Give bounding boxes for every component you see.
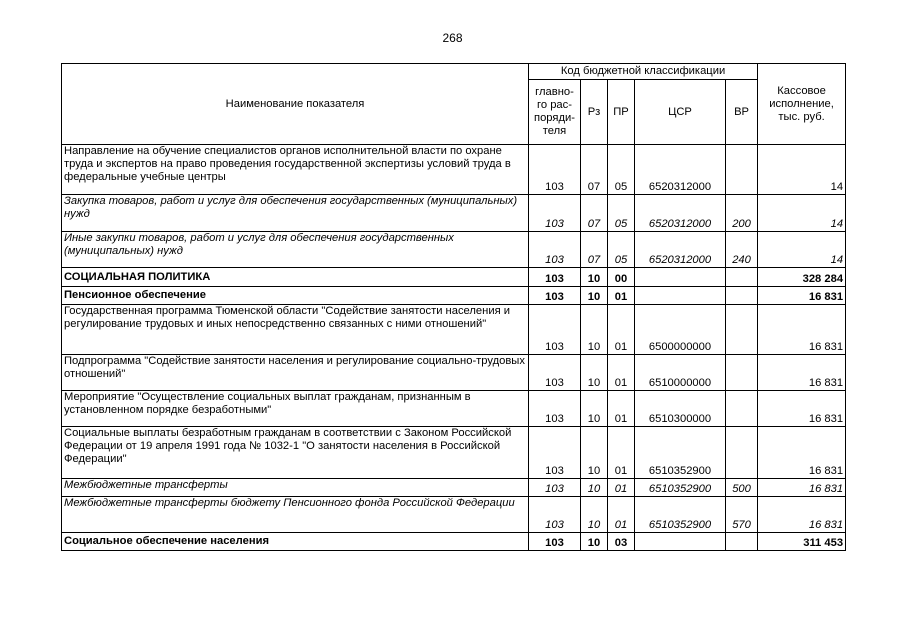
- row-amount: 16 831: [758, 287, 846, 305]
- row-vr: [726, 305, 758, 355]
- row-pr: 03: [608, 533, 635, 551]
- row-amount: 16 831: [758, 391, 846, 427]
- row-amount: 14: [758, 195, 846, 232]
- row-vr: [726, 268, 758, 287]
- header-code-group: Код бюджетной классификации: [529, 64, 758, 80]
- row-vr: [726, 533, 758, 551]
- row-name: Подпрограмма "Содействие занятости населения и регулирование социально-трудовых отношений": [62, 355, 529, 391]
- row-rz: 10: [581, 268, 608, 287]
- row-vr: 200: [726, 195, 758, 232]
- row-rz: 07: [581, 195, 608, 232]
- row-amount: 14: [758, 145, 846, 195]
- row-pr: 00: [608, 268, 635, 287]
- row-pr: 01: [608, 287, 635, 305]
- row-csr: 6510300000: [635, 391, 726, 427]
- row-pr: 01: [608, 305, 635, 355]
- row-amount: 328 284: [758, 268, 846, 287]
- header-csr: ЦСР: [635, 80, 726, 145]
- row-pr: 01: [608, 427, 635, 479]
- row-vr: [726, 355, 758, 391]
- row-amount: 14: [758, 232, 846, 268]
- row-vr: 500: [726, 479, 758, 497]
- row-csr: 6510352900: [635, 479, 726, 497]
- row-name: Социальные выплаты безработным гражданам в соответствии с Законом Российской Федерации от 19 апреля 1991 года № 1032-1 "О занятости населения в Российской Федерации": [62, 427, 529, 479]
- row-amount: 16 831: [758, 479, 846, 497]
- row-pr: 01: [608, 391, 635, 427]
- row-gr: 103: [529, 533, 581, 551]
- header-pr: ПР: [608, 80, 635, 145]
- table-row: [62, 497, 846, 533]
- table-row: [62, 533, 846, 551]
- row-gr: 103: [529, 287, 581, 305]
- row-amount: 16 831: [758, 355, 846, 391]
- row-rz: 10: [581, 391, 608, 427]
- row-amount: 16 831: [758, 497, 846, 533]
- row-name: Государственная программа Тюменской области "Содействие занятости населения и регулирование трудовых и иных непосредственно связанных с ними отношений": [62, 305, 529, 355]
- row-pr: 01: [608, 479, 635, 497]
- row-pr: 05: [608, 145, 635, 195]
- row-rz: 10: [581, 533, 608, 551]
- row-pr: 05: [608, 232, 635, 268]
- table-row: [62, 479, 846, 497]
- row-rz: 07: [581, 232, 608, 268]
- table-row: [62, 287, 846, 305]
- row-gr: 103: [529, 497, 581, 533]
- row-gr: 103: [529, 268, 581, 287]
- row-name: Межбюджетные трансферты: [62, 479, 529, 497]
- page-number: 268: [442, 31, 463, 45]
- row-name: СОЦИАЛЬНАЯ ПОЛИТИКА: [62, 268, 529, 287]
- row-rz: 10: [581, 287, 608, 305]
- row-gr: 103: [529, 232, 581, 268]
- row-name: Направление на обучение специалистов органов исполнительной власти по охране труда и экспертов на право проведения государственной экспертизы условий труда в федеральные учебные центры: [62, 145, 529, 195]
- table-row: [62, 232, 846, 268]
- budget-table: [61, 63, 846, 551]
- header-rz: Рз: [581, 80, 608, 145]
- row-gr: 103: [529, 479, 581, 497]
- row-name: Иные закупки товаров, работ и услуг для обеспечения государственных (муниципальных) нужд: [62, 232, 529, 268]
- row-vr: 570: [726, 497, 758, 533]
- row-name: Социальное обеспечение населения: [62, 533, 529, 551]
- row-vr: [726, 391, 758, 427]
- row-vr: [726, 287, 758, 305]
- row-vr: [726, 145, 758, 195]
- row-csr: [635, 533, 726, 551]
- row-rz: 10: [581, 479, 608, 497]
- row-pr: 01: [608, 497, 635, 533]
- table-row: [62, 355, 846, 391]
- row-name: Мероприятие "Осуществление социальных выплат гражданам, признанным в установленном порядке безработными": [62, 391, 529, 427]
- row-gr: 103: [529, 427, 581, 479]
- row-amount: 16 831: [758, 427, 846, 479]
- row-gr: 103: [529, 391, 581, 427]
- row-rz: 10: [581, 355, 608, 391]
- header-name: Наименование показателя: [62, 64, 529, 145]
- row-amount: 16 831: [758, 305, 846, 355]
- row-csr: 6520312000: [635, 145, 726, 195]
- row-gr: 103: [529, 145, 581, 195]
- header-gr: главно-го рас-поряди-теля: [529, 80, 581, 145]
- row-pr: 01: [608, 355, 635, 391]
- row-csr: [635, 287, 726, 305]
- row-rz: 10: [581, 427, 608, 479]
- table-row: [62, 268, 846, 287]
- row-csr: 6510352900: [635, 497, 726, 533]
- row-rz: 10: [581, 305, 608, 355]
- row-name: Закупка товаров, работ и услуг для обеспечения государственных (муниципальных) нужд: [62, 195, 529, 232]
- header-vr: ВР: [726, 80, 758, 145]
- table-row: [62, 427, 846, 479]
- row-csr: 6520312000: [635, 195, 726, 232]
- table-row: [62, 145, 846, 195]
- table-row: [62, 305, 846, 355]
- header-amount: Кассовое исполнение, тыс. руб.: [758, 64, 846, 145]
- table-row: [62, 195, 846, 232]
- row-csr: 6510000000: [635, 355, 726, 391]
- row-gr: 103: [529, 305, 581, 355]
- row-gr: 103: [529, 355, 581, 391]
- row-name: Пенсионное обеспечение: [62, 287, 529, 305]
- table-row: [62, 391, 846, 427]
- row-csr: 6520312000: [635, 232, 726, 268]
- row-csr: [635, 268, 726, 287]
- row-name: Межбюджетные трансферты бюджету Пенсионного фонда Российской Федерации: [62, 497, 529, 533]
- row-csr: 6510352900: [635, 427, 726, 479]
- row-rz: 07: [581, 145, 608, 195]
- row-pr: 05: [608, 195, 635, 232]
- row-gr: 103: [529, 195, 581, 232]
- row-rz: 10: [581, 497, 608, 533]
- row-vr: [726, 427, 758, 479]
- row-amount: 311 453: [758, 533, 846, 551]
- row-vr: 240: [726, 232, 758, 268]
- row-csr: 6500000000: [635, 305, 726, 355]
